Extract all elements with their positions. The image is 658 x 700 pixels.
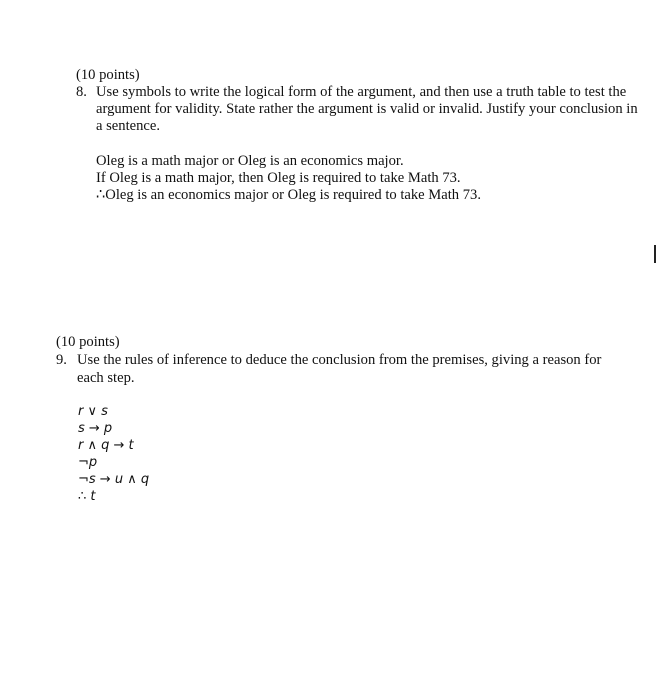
problem9-instruction-line1: Use the rules of inference to deduce the conclusion from the premises, giving a reason for — [77, 352, 602, 368]
problem9-premise-1: r ∨ s — [78, 404, 108, 419]
problem9-conclusion: ∴ t — [78, 489, 96, 504]
problem8-instruction-line3: a sentence. — [96, 118, 161, 134]
problem9-premise-4: ¬p — [78, 455, 98, 470]
problem9-points: (10 points) — [56, 334, 120, 350]
problem8-instruction-line1: Use symbols to write the logical form of the argument, and then use a truth table to test the — [96, 84, 627, 100]
problem8-number: 8. — [76, 84, 87, 100]
problem8-premise-1: Oleg is a math major or Oleg is an economics major. — [96, 153, 404, 169]
problem9-premise-3: r ∧ q → t — [78, 438, 134, 453]
problem8-conclusion: ∴Oleg is an economics major or Oleg is required to take Math 73. — [96, 187, 481, 203]
problem9-premise-2: s → p — [78, 421, 113, 436]
problem8-instruction-line2: argument for validity. State rather the argument is valid or invalid. Justify your conclusion in — [96, 101, 638, 117]
problem8-premise-2: If Oleg is a math major, then Oleg is required to take Math 73. — [96, 170, 461, 186]
text-cursor-mark — [654, 245, 656, 263]
problem8-points: (10 points) — [76, 67, 140, 83]
problem9-premise-5: ¬s → u ∧ q — [78, 472, 150, 487]
problem9-number: 9. — [56, 352, 67, 368]
problem9-instruction-line2: each step. — [77, 370, 135, 386]
